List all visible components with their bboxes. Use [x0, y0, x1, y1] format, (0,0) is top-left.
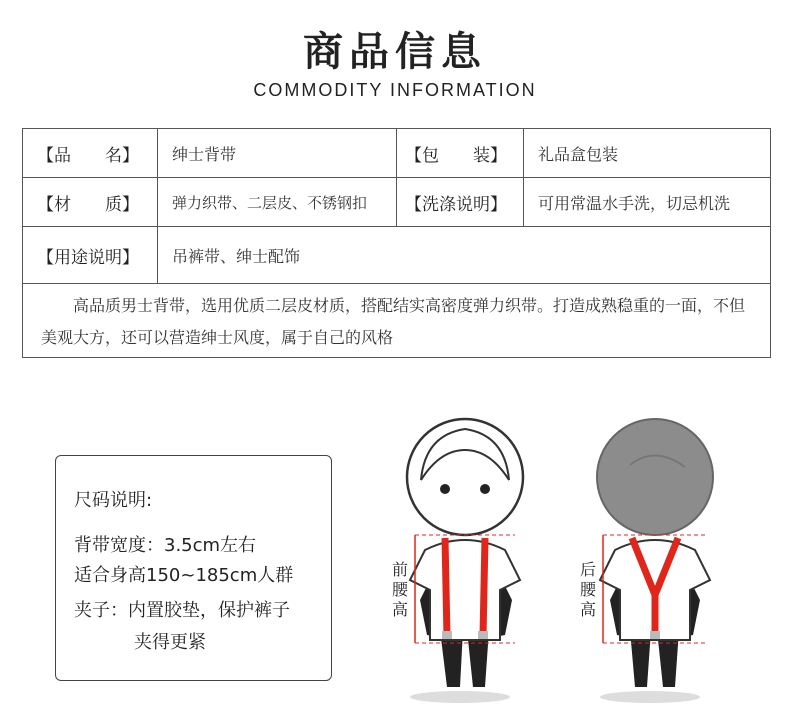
value-package: 礼品盒包装	[538, 144, 619, 164]
table-row	[23, 178, 770, 227]
page-subtitle: COMMODITY INFORMATION	[253, 80, 537, 100]
label-usage: 【用途说明】	[37, 247, 139, 268]
value-material: 弹力织带、二层皮、不锈钢扣	[172, 193, 368, 212]
label-name: 【品 名】	[37, 145, 139, 166]
value-name: 绅士背带	[172, 144, 237, 164]
front-label-3: 高	[391, 600, 409, 619]
back-figure	[597, 419, 713, 687]
strap-width: 背带宽度：3.5cm左右	[74, 535, 257, 556]
back-label-3: 高	[579, 600, 597, 619]
front-label-1: 前	[391, 560, 409, 579]
value-usage: 吊裤带、绅士配饰	[172, 246, 301, 266]
size-heading: 尺码说明:	[74, 490, 153, 511]
clip-info-continued: 夹得更紧	[134, 632, 206, 653]
product-description: 高品质男士背带，选用优质二层皮材质，搭配结实高密度弹力织带。打造成熟稳重的一面，不但美观大方，还可以营造绅士风度，属于自己的风格	[41, 296, 746, 347]
label-package: 【包 装】	[405, 145, 507, 166]
back-label-1: 后	[579, 560, 597, 579]
suitable-height: 适合身高150~185cm人群	[74, 565, 294, 586]
front-label-2: 腰	[391, 580, 409, 599]
label-washing: 【洗涤说明】	[405, 194, 507, 215]
table-row	[23, 129, 770, 178]
clip-info: 夹子：内置胶垫，保护裤子	[74, 600, 290, 621]
front-figure	[407, 419, 523, 687]
info-table	[22, 128, 771, 358]
table-row	[23, 227, 770, 284]
back-label-2: 腰	[579, 580, 597, 599]
size-info-box	[55, 455, 332, 681]
value-washing: 可用常温水手洗，切忌机洗	[538, 193, 731, 213]
page-title: 商品信息	[303, 29, 487, 75]
label-material: 【材 质】	[37, 194, 139, 215]
suspender-illustration	[385, 405, 765, 715]
